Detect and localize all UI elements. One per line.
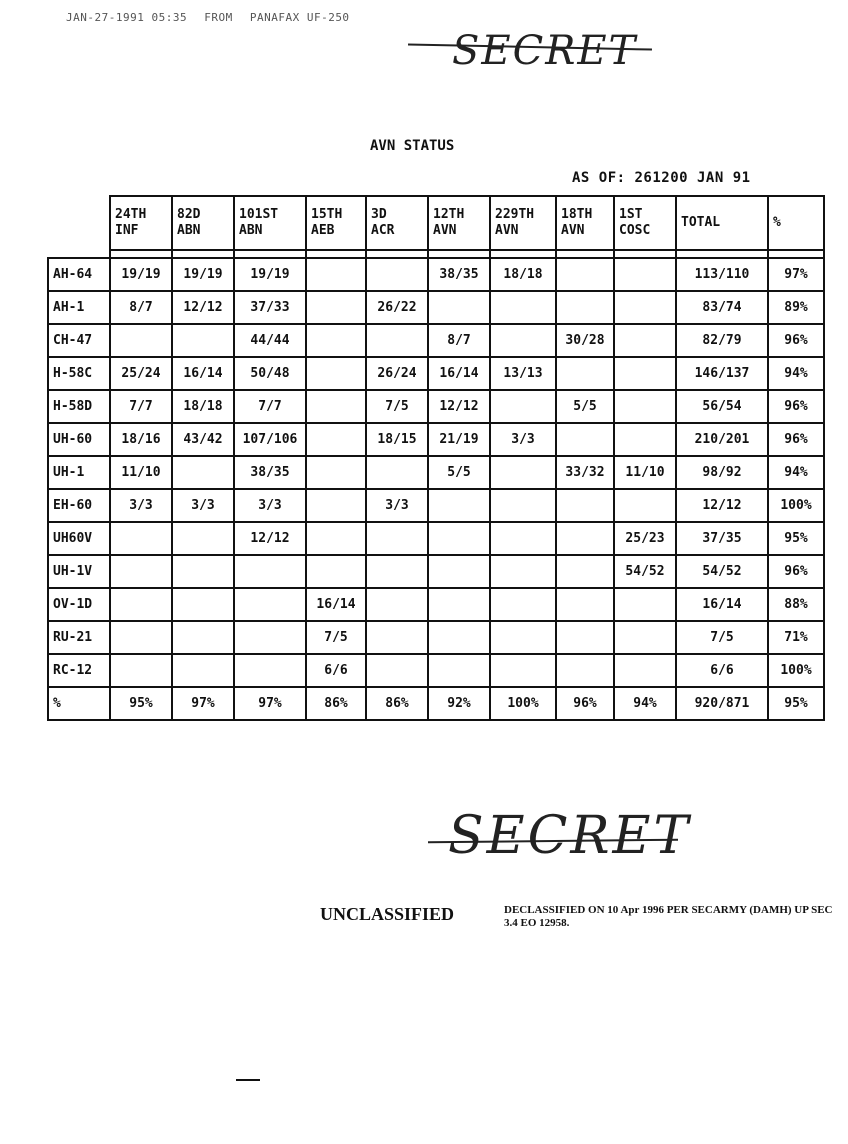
table-cell [366, 621, 428, 654]
table-cell [234, 621, 306, 654]
table-cell: 38/35 [428, 258, 490, 291]
table-cell: 3/3 [110, 489, 172, 522]
table-cell [614, 390, 676, 423]
table-cell [428, 621, 490, 654]
table-cell [110, 588, 172, 621]
table-cell: 26/22 [366, 291, 428, 324]
header-gap-cell [676, 250, 768, 258]
table-cell: 12/12 [428, 390, 490, 423]
table-cell [234, 555, 306, 588]
table-cell: 8/7 [428, 324, 490, 357]
table-row [48, 357, 824, 390]
table-cell: 11/10 [110, 456, 172, 489]
row-label: RU-21 [48, 621, 110, 654]
table-cell [306, 456, 366, 489]
table-cell [366, 588, 428, 621]
table-cell: 7/7 [234, 390, 306, 423]
table-cell [428, 588, 490, 621]
table-cell: 3/3 [234, 489, 306, 522]
table-cell: 16/14 [306, 588, 366, 621]
table-cell [556, 555, 614, 588]
table-cell [428, 555, 490, 588]
table-cell [110, 324, 172, 357]
table-cell [306, 423, 366, 456]
row-label: OV-1D [48, 588, 110, 621]
table-cell: 94% [768, 456, 824, 489]
table-row [48, 522, 824, 555]
table-cell [556, 423, 614, 456]
row-label: RC-12 [48, 654, 110, 687]
column-header: % [768, 196, 824, 250]
secret-stamp-top: SECRET [452, 28, 638, 74]
table-cell: 30/28 [556, 324, 614, 357]
table-cell: 3/3 [366, 489, 428, 522]
table-cell [172, 324, 234, 357]
row-label: H-58C [48, 357, 110, 390]
table-cell: 113/110 [676, 258, 768, 291]
header-gap-cell [234, 250, 306, 258]
table-cell [366, 258, 428, 291]
table-cell [556, 357, 614, 390]
table-cell [366, 555, 428, 588]
row-label: % [48, 687, 110, 720]
table-cell: 82/79 [676, 324, 768, 357]
column-header: 101ST ABN [234, 196, 306, 250]
table-cell [490, 588, 556, 621]
header-gap-cell [490, 250, 556, 258]
table-cell: 19/19 [110, 258, 172, 291]
table-cell: 56/54 [676, 390, 768, 423]
table-cell: 6/6 [306, 654, 366, 687]
column-header: 82D ABN [172, 196, 234, 250]
column-header: 24TH INF [110, 196, 172, 250]
table-row [48, 588, 824, 621]
table-cell: 7/5 [676, 621, 768, 654]
table-cell [556, 291, 614, 324]
table-cell [614, 621, 676, 654]
table-row [48, 423, 824, 456]
table-cell: 12/12 [676, 489, 768, 522]
header-gap-cell [556, 250, 614, 258]
table-cell [490, 555, 556, 588]
table-cell [306, 324, 366, 357]
table-cell: 33/32 [556, 456, 614, 489]
table-cell: 71% [768, 621, 824, 654]
table-cell [366, 522, 428, 555]
declassification-notice: DECLASSIFIED ON 10 Apr 1996 PER SECARMY (DAMH) UP SEC 3.4 EO 12958. [504, 904, 833, 929]
table-cell [614, 654, 676, 687]
table-cell: 18/18 [172, 390, 234, 423]
table-cell [428, 489, 490, 522]
table-cell: 6/6 [676, 654, 768, 687]
scan-mark [236, 1079, 260, 1081]
table-cell: 107/106 [234, 423, 306, 456]
table-cell: 83/74 [676, 291, 768, 324]
table-cell: 95% [768, 522, 824, 555]
table-cell [306, 357, 366, 390]
table-row [48, 654, 824, 687]
table-cell: 54/52 [676, 555, 768, 588]
table-row [48, 687, 824, 720]
table-cell [556, 621, 614, 654]
header-blank-cell [48, 196, 110, 250]
fax-header [66, 11, 826, 24]
table-cell: 16/14 [172, 357, 234, 390]
table-cell [490, 654, 556, 687]
table-cell [172, 456, 234, 489]
table-cell [110, 555, 172, 588]
header-gap-cell [306, 250, 366, 258]
column-header: 15TH AEB [306, 196, 366, 250]
table-cell [556, 258, 614, 291]
table-cell: 3/3 [490, 423, 556, 456]
table-cell: 26/24 [366, 357, 428, 390]
table-cell [306, 555, 366, 588]
table-cell [614, 258, 676, 291]
table-cell: 94% [614, 687, 676, 720]
table-cell [490, 324, 556, 357]
row-label: H-58D [48, 390, 110, 423]
column-header: 1ST COSC [614, 196, 676, 250]
table-cell: 11/10 [614, 456, 676, 489]
table-cell: 96% [768, 423, 824, 456]
row-label: AH-64 [48, 258, 110, 291]
table-cell: 96% [768, 555, 824, 588]
table-cell: 18/16 [110, 423, 172, 456]
table-cell: 8/7 [110, 291, 172, 324]
table-cell: 18/18 [490, 258, 556, 291]
table-cell: 146/137 [676, 357, 768, 390]
table-cell [306, 258, 366, 291]
table-cell [110, 621, 172, 654]
table-cell: 100% [768, 654, 824, 687]
fax-from-label: FROM [204, 11, 233, 24]
table-cell: 96% [768, 390, 824, 423]
table-cell [614, 423, 676, 456]
header-gap-cell [366, 250, 428, 258]
table-cell: 94% [768, 357, 824, 390]
table-cell [428, 654, 490, 687]
table-cell [172, 621, 234, 654]
table-cell [614, 588, 676, 621]
table-cell: 3/3 [172, 489, 234, 522]
table-cell [172, 654, 234, 687]
table-cell: 38/35 [234, 456, 306, 489]
table-row [48, 489, 824, 522]
table-cell: 95% [768, 687, 824, 720]
table-cell: 210/201 [676, 423, 768, 456]
table-cell: 12/12 [234, 522, 306, 555]
table-cell: 86% [366, 687, 428, 720]
table-cell [490, 489, 556, 522]
table-cell: 92% [428, 687, 490, 720]
table-cell: 97% [172, 687, 234, 720]
table-cell: 7/5 [366, 390, 428, 423]
table-cell: 19/19 [172, 258, 234, 291]
table-row [48, 456, 824, 489]
row-label: AH-1 [48, 291, 110, 324]
table-cell: 12/12 [172, 291, 234, 324]
table-cell [172, 555, 234, 588]
document-title: AVN STATUS [370, 138, 455, 154]
table-cell: 96% [556, 687, 614, 720]
table-cell: 50/48 [234, 357, 306, 390]
table-cell: 21/19 [428, 423, 490, 456]
unclassified-marking: UNCLASSIFIED [320, 904, 455, 924]
table-cell: 7/5 [306, 621, 366, 654]
table-cell [306, 489, 366, 522]
row-label: UH60V [48, 522, 110, 555]
column-header: 18TH AVN [556, 196, 614, 250]
table-cell: 19/19 [234, 258, 306, 291]
table-cell: 7/7 [110, 390, 172, 423]
avn-status-table [47, 195, 825, 721]
table-cell [556, 489, 614, 522]
column-header: TOTAL [676, 196, 768, 250]
table-cell: 89% [768, 291, 824, 324]
table-cell: 25/24 [110, 357, 172, 390]
column-header: 3D ACR [366, 196, 428, 250]
table-cell [306, 522, 366, 555]
table-cell [234, 588, 306, 621]
header-gap-cell [768, 250, 824, 258]
table-cell [490, 456, 556, 489]
table-cell: 43/42 [172, 423, 234, 456]
header-gap-cell [48, 250, 110, 258]
table-cell: 37/35 [676, 522, 768, 555]
table-cell [366, 456, 428, 489]
table-cell: 98/92 [676, 456, 768, 489]
row-label: UH-1V [48, 555, 110, 588]
table-cell: 95% [110, 687, 172, 720]
header-gap-cell [614, 250, 676, 258]
table-cell: 5/5 [556, 390, 614, 423]
as-of-date: AS OF: 261200 JAN 91 [572, 170, 751, 186]
fax-sender: PANAFAX UF-250 [249, 11, 350, 24]
row-label: UH-1 [48, 456, 110, 489]
table-cell [614, 489, 676, 522]
table-row [48, 621, 824, 654]
table-cell: 44/44 [234, 324, 306, 357]
secret-stamp-bottom: SECRET [448, 806, 692, 866]
table-row [48, 324, 824, 357]
table-cell: 920/871 [676, 687, 768, 720]
table-cell [428, 522, 490, 555]
column-header: 12TH AVN [428, 196, 490, 250]
table-cell [366, 324, 428, 357]
table-cell: 96% [768, 324, 824, 357]
table-cell: 97% [768, 258, 824, 291]
table-row [48, 390, 824, 423]
table-cell: 54/52 [614, 555, 676, 588]
table-cell [172, 588, 234, 621]
table-cell: 25/23 [614, 522, 676, 555]
table-cell [306, 291, 366, 324]
table-cell [556, 654, 614, 687]
table-cell: 100% [490, 687, 556, 720]
table-cell [234, 654, 306, 687]
table-cell [490, 291, 556, 324]
table-cell [614, 324, 676, 357]
table-cell: 100% [768, 489, 824, 522]
column-header: 229TH AVN [490, 196, 556, 250]
table-cell: 16/14 [676, 588, 768, 621]
table-cell: 86% [306, 687, 366, 720]
row-label: UH-60 [48, 423, 110, 456]
table-cell [556, 588, 614, 621]
table-cell: 5/5 [428, 456, 490, 489]
table-row [48, 258, 824, 291]
table-cell [556, 522, 614, 555]
table-cell [366, 654, 428, 687]
header-gap-cell [172, 250, 234, 258]
table-cell [428, 291, 490, 324]
row-label: CH-47 [48, 324, 110, 357]
table-cell: 37/33 [234, 291, 306, 324]
table-cell [490, 390, 556, 423]
row-label: EH-60 [48, 489, 110, 522]
header-gap-cell [428, 250, 490, 258]
table-cell: 13/13 [490, 357, 556, 390]
fax-date-time: JAN-27-1991 05:35 [66, 11, 188, 24]
table-row [48, 291, 824, 324]
table-cell: 97% [234, 687, 306, 720]
table-cell [306, 390, 366, 423]
table-cell [110, 522, 172, 555]
table-cell: 18/15 [366, 423, 428, 456]
table-row [48, 555, 824, 588]
table-cell [614, 291, 676, 324]
table-cell [614, 357, 676, 390]
table-cell [172, 522, 234, 555]
table-cell [110, 654, 172, 687]
table-cell [490, 621, 556, 654]
table-cell: 88% [768, 588, 824, 621]
table-cell: 16/14 [428, 357, 490, 390]
table-cell [490, 522, 556, 555]
header-gap-cell [110, 250, 172, 258]
